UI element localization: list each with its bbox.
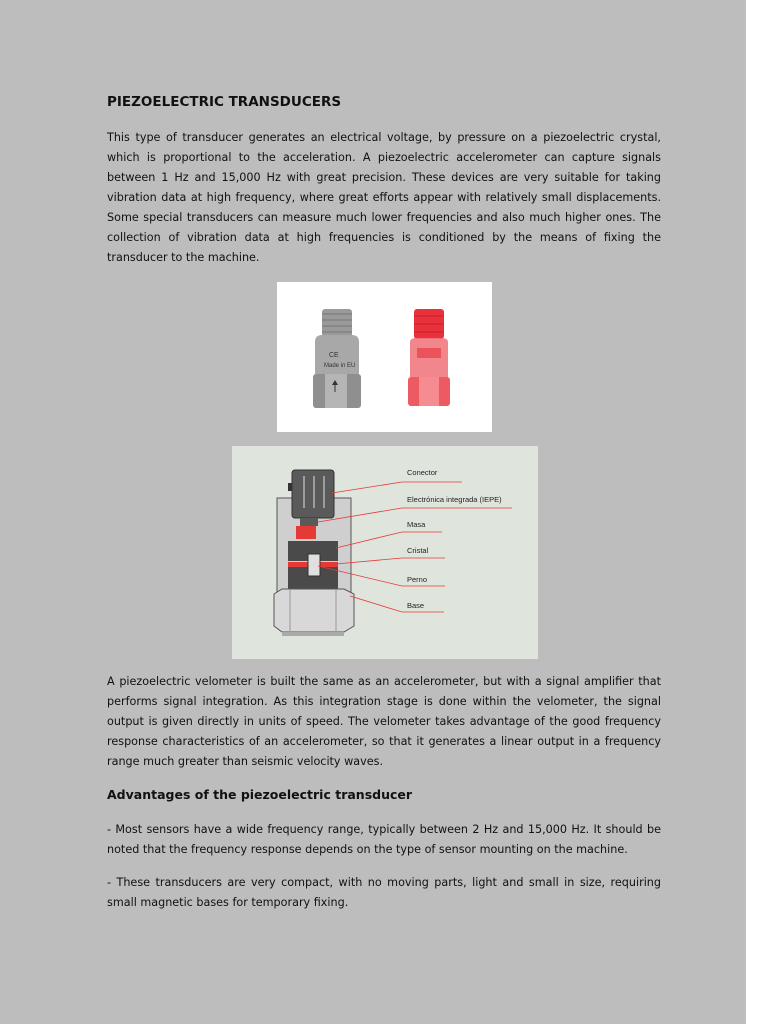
label-conector: Conector xyxy=(407,468,438,477)
sensors-photo xyxy=(277,282,492,432)
label-masa: Masa xyxy=(407,520,426,529)
label-electronica: Electrónica integrada (IEPE) xyxy=(407,495,502,504)
label-cristal: Cristal xyxy=(407,546,429,555)
page-right-margin xyxy=(746,0,768,1024)
document-title: PIEZOELECTRIC TRANSDUCERS xyxy=(107,94,342,110)
label-base: Base xyxy=(407,601,425,610)
gray-accelerometer-image xyxy=(313,309,361,408)
bolt xyxy=(308,554,320,576)
svg-text:Made in EU: Made in EU xyxy=(324,363,356,369)
paragraph-intro: This type of transducer generates an electrical voltage, by pressure on a piezoelectric crystal, which is proportional to the acceleration. A piezoelectric accelerometer can capture signals between 1 Hz and 15,000 Hz with great precision. These devices are very suitable for taking vibration data at high frequency, where great efforts appear with relatively small displacements. Some special transducers can measure much lower frequencies and also much higher ones. The collection of vibration data at high frequencies is conditioned by the means of fixing the transducer to the machine. xyxy=(107,131,661,264)
label-perno: Perno xyxy=(407,575,428,584)
hex-base xyxy=(274,589,354,632)
sensors-photo-drawing xyxy=(277,282,492,432)
advantage-item-frequency: - Most sensors have a wide frequency range, typically between 2 Hz and 15,000 Hz. It should be noted that the frequency response depends on the type of sensor mounting on the machine. xyxy=(107,823,661,856)
red-accelerometer-image xyxy=(408,309,450,406)
paragraph-velometer: A piezoelectric velometer is built the same as an accelerometer, but with a signal amplifier that performs signal integration. As this integration stage is done within the velometer, the signal output is given directly in units of speed. The velometer takes advantage of the good frequency response characteristics of an accelerometer, so that it generates a linear output in a frequency range much greater than seismic velocity waves. xyxy=(107,675,661,768)
diagram-drawing xyxy=(232,446,538,659)
accelerometer-cross-section-diagram xyxy=(232,446,538,659)
svg-text:CE: CE xyxy=(329,352,339,359)
advantage-item-compact: - These transducers are very compact, with no moving parts, light and small in size, requiring small magnetic bases for temporary fixing. xyxy=(107,876,661,909)
electronics-block xyxy=(296,526,316,539)
advantages-heading: Advantages of the piezoelectric transducer xyxy=(107,787,413,802)
